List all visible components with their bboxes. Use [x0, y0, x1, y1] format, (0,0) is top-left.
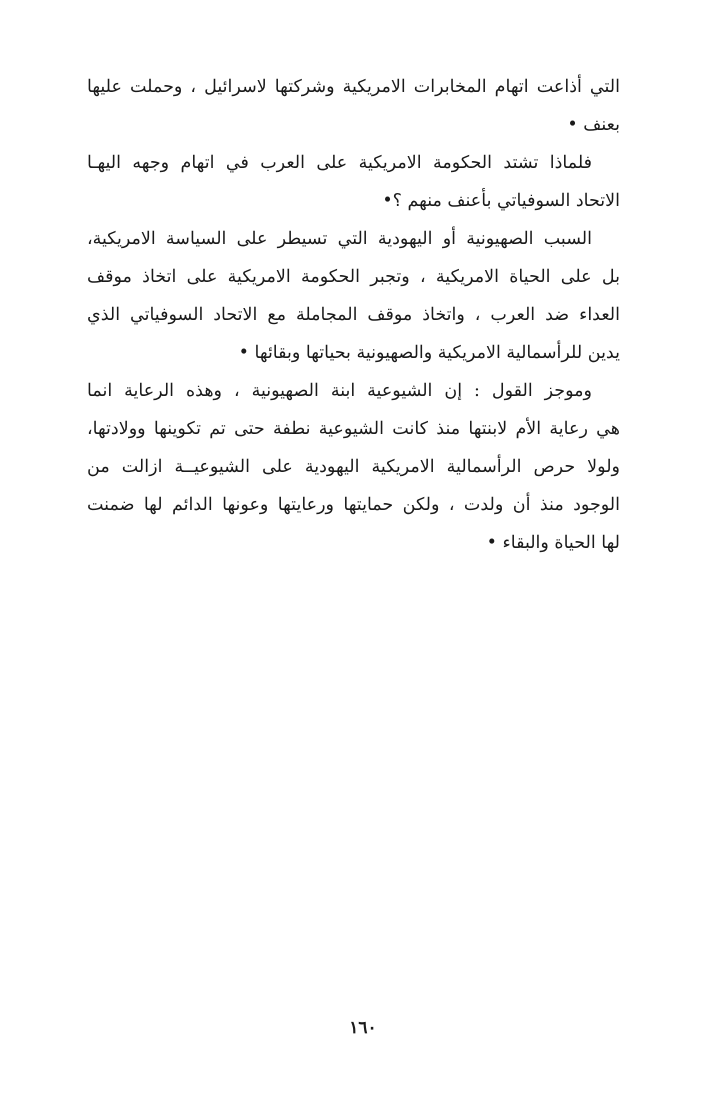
- text-line: لها الحياة والبقاء •: [486, 533, 620, 553]
- text-line: الوجود منذ أن ولدت ، ولكن حمايتها ورعايتها وعونها الدائم لها ضمنت: [87, 495, 620, 515]
- text-line: ولولا حرص الرأسمالية الامريكية اليهودية على الشيوعيــة ازالت من: [87, 457, 620, 477]
- text-line: بل على الحياة الامريكية ، وتجبر الحكومة الامريكية على اتخاذ موقف: [87, 267, 620, 287]
- body-text: [87, 68, 620, 562]
- text-line: الاتحاد السوفياتي بأعنف منهم ؟•: [382, 191, 620, 211]
- text-line: السبب الصهيونية أو اليهودية التي تسيطر على السياسة الامريكية،: [87, 229, 592, 249]
- page-number: ١٦٠: [349, 1018, 377, 1038]
- text-line: بعنف •: [567, 115, 620, 135]
- text-line: فلماذا تشتد الحكومة الامريكية على العرب في اتهام وجهه اليهـا: [87, 153, 592, 173]
- text-line: العداء ضد العرب ، واتخاذ موقف المجاملة مع الاتحاد السوفياتي الذي: [87, 305, 620, 325]
- text-line: التي أذاعت اتهام المخابرات الامريكية وشركتها لاسرائيل ، وحملت عليها: [87, 77, 620, 97]
- text-line: هي رعاية الأم لابنتها منذ كانت الشيوعية نطفة حتى تم تكوينها وولادتها،: [87, 419, 620, 439]
- text-line: وموجز القول : إن الشيوعية ابنة الصهيونية ، وهذه الرعاية انما: [87, 381, 592, 401]
- text-line: يدين للرأسمالية الامريكية والصهيونية بحياتها وبقائها •: [238, 343, 620, 363]
